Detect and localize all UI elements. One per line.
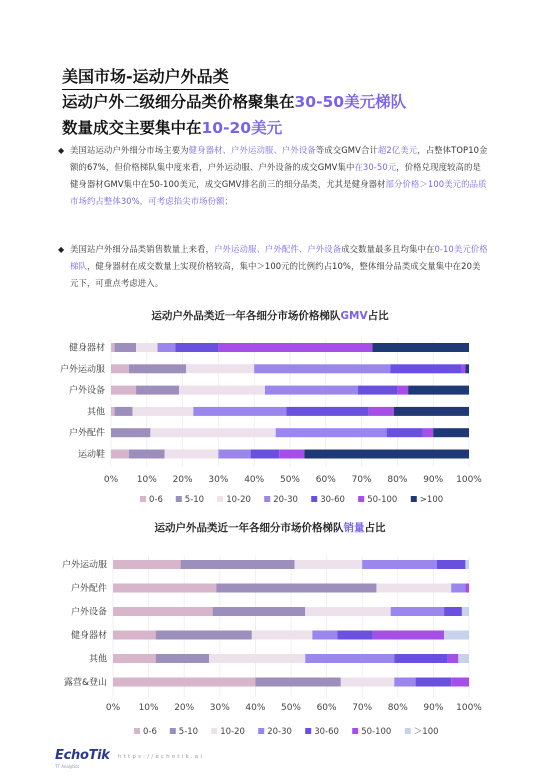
bar-segment — [422, 428, 433, 437]
bar-segment — [394, 654, 447, 663]
bar-segment — [408, 386, 469, 395]
bar-segment — [337, 631, 373, 640]
legend-swatch — [258, 728, 264, 734]
bar-segment — [433, 428, 469, 437]
legend-swatch — [140, 496, 146, 502]
legend-swatch — [264, 496, 270, 502]
bar-segment — [136, 386, 179, 395]
x-tick-label: 30% — [209, 703, 230, 713]
bar-segment — [279, 450, 304, 459]
legend-swatch — [211, 728, 217, 734]
analysis-paragraph-2 — [58, 241, 488, 292]
bar-segment — [179, 386, 265, 395]
highlighted-text: 在30-50元 — [354, 162, 397, 172]
legend-swatch — [352, 728, 358, 734]
x-tick-label: 70% — [352, 703, 373, 713]
x-tick-label: 60% — [315, 475, 336, 485]
bar-segment — [218, 450, 250, 459]
legend-label: 0-6 — [149, 495, 163, 505]
x-tick-label: 40% — [244, 475, 265, 485]
bar-segment — [111, 386, 136, 395]
category-label: 户外运动服 — [59, 364, 105, 375]
bar-segment — [458, 654, 469, 663]
bar-segment — [111, 343, 115, 352]
chart-1-title-highlight: GMV — [340, 310, 368, 322]
x-tick-label: 30% — [208, 475, 229, 485]
bar-segment — [362, 560, 437, 569]
chart-2-title-text: 运动户外品类近一年各细分市场价格梯队 — [154, 522, 344, 534]
x-tick-label: 10% — [136, 475, 157, 485]
bar-segment — [213, 607, 306, 616]
footer-url: https://echotik.ai — [118, 754, 205, 760]
x-tick-label: 70% — [351, 475, 372, 485]
gmv-stacked-bar-chart — [0, 328, 540, 528]
bar-segment — [181, 560, 295, 569]
x-tick-label: 20% — [174, 703, 195, 713]
bar-segment — [376, 584, 451, 593]
paragraph-1-body — [58, 142, 488, 210]
legend — [134, 727, 439, 737]
bar-segment — [209, 654, 305, 663]
legend-label: 50-100 — [361, 727, 392, 737]
bar-segment — [305, 654, 394, 663]
bar-segment — [391, 607, 444, 616]
category-label: 露营&登山 — [63, 678, 107, 688]
bar-segment — [373, 631, 444, 640]
category-label: 健身器材 — [68, 343, 105, 354]
category-label: 运动鞋 — [77, 450, 105, 460]
chart-1-title — [0, 308, 540, 323]
bar-segment — [437, 560, 465, 569]
bar-segment — [451, 584, 465, 593]
bar-segment — [369, 407, 394, 416]
bullet-diamond-icon: ◆ — [58, 245, 65, 254]
bar-segment — [251, 450, 280, 459]
paragraph-text: 等成交GMV合计 — [315, 145, 378, 155]
category-label: 户外设备 — [68, 386, 105, 397]
echotik-logo: EchoTik — [55, 748, 110, 763]
legend-swatch — [411, 496, 417, 502]
bar-segment — [115, 407, 133, 416]
legend-swatch — [311, 496, 317, 502]
bar-segment — [113, 607, 213, 616]
highlighted-text: 部分价格＞100美元的品质市场约占整体30%，可考虑掐尖市场份额； — [70, 179, 487, 206]
legend-label: 10-20 — [226, 495, 251, 505]
headline-1-highlight: 30-50美元梯队 — [294, 93, 407, 111]
bar-segment — [465, 560, 469, 569]
bar-segment — [305, 607, 390, 616]
highlighted-text: 0-10美元价格梯队 — [70, 244, 488, 271]
bar-segment — [216, 584, 376, 593]
bar-segment — [150, 428, 275, 437]
analysis-paragraph-1 — [58, 142, 488, 210]
bar-segment — [113, 560, 181, 569]
category-label: 户外运动服 — [61, 560, 107, 571]
legend-label: 10-20 — [220, 727, 245, 737]
highlighted-text: 超2亿美元 — [377, 145, 418, 155]
bar-segment — [165, 450, 219, 459]
bar-segment — [462, 607, 469, 616]
bar-segment — [115, 343, 136, 352]
bar-segment — [286, 407, 368, 416]
headline-1-text: 运动户外二级细分品类价格聚集在 — [62, 93, 295, 111]
paragraph-text: ，健身器材在成交数量上实现价格较高，集中＞100元的比例约占10%，整体细分品类成交量集中在20美元下，可重点考虑进入。 — [70, 261, 481, 288]
category-label: 户外设备 — [70, 607, 107, 618]
bar-segment — [113, 654, 156, 663]
bar-segment — [372, 343, 469, 352]
bar-segment — [397, 386, 408, 395]
x-tick-label: 50% — [279, 475, 301, 485]
bar-segment — [132, 407, 193, 416]
legend-label: 5-10 — [178, 727, 199, 737]
bar-segment — [156, 631, 252, 640]
bar-segment — [465, 364, 469, 373]
highlighted-text: 户外运动服、户外配件、户外设备 — [214, 244, 342, 254]
x-tick-label: 50% — [280, 703, 302, 713]
chart-1-title-suffix: 占比 — [367, 310, 389, 322]
bullet-diamond-icon: ◆ — [58, 146, 65, 155]
legend — [140, 495, 443, 505]
bar-segment — [252, 631, 313, 640]
paragraph-text: ，价格兑现度较高的是健身器材GMV集中在50-100美元，成交GMV排名前三的细分品类，尤其是健身器材 — [70, 162, 481, 189]
x-tick-label: 90% — [423, 703, 444, 713]
legend-swatch — [217, 496, 223, 502]
headline-2-text: 数量成交主要集中在 — [62, 119, 202, 137]
headline-line-2 — [62, 116, 282, 138]
bar-segment — [113, 631, 156, 640]
x-tick-label: 40% — [245, 703, 266, 713]
bar-segment — [387, 428, 423, 437]
bar-segment — [111, 428, 150, 437]
bar-segment — [111, 364, 129, 373]
legend-label: 50-100 — [367, 495, 398, 505]
bar-segment — [462, 364, 466, 373]
bar-segment — [444, 607, 462, 616]
legend-label: 30-60 — [320, 495, 345, 505]
chart-2-title-highlight: 销量 — [343, 522, 365, 534]
bar-segment — [255, 678, 340, 687]
legend-label: ＞100 — [413, 727, 439, 737]
bar-segment — [448, 654, 459, 663]
paragraph-text: 成交数量最多且均集中在 — [341, 244, 435, 254]
legend-label: >100 — [419, 495, 444, 505]
category-label: 户外配件 — [70, 584, 107, 594]
bar-segment — [416, 678, 452, 687]
x-tick-label: 10% — [138, 703, 159, 713]
bar-segment — [129, 364, 186, 373]
x-tick-label: 20% — [172, 475, 193, 485]
legend-label: 0-6 — [143, 727, 157, 737]
x-tick-label: 90% — [423, 475, 444, 485]
bar-segment — [465, 584, 469, 593]
bar-segment — [312, 631, 337, 640]
bar-segment — [304, 450, 469, 459]
headline-2-highlight: 10-20美元 — [201, 119, 283, 137]
bar-segment — [394, 407, 469, 416]
legend-swatch — [305, 728, 311, 734]
bar-segment — [451, 678, 469, 687]
bar-segment — [358, 386, 397, 395]
legend-swatch — [405, 728, 411, 734]
bar-segment — [444, 631, 469, 640]
x-tick-label: 0% — [103, 475, 119, 485]
legend-label: 5-10 — [184, 495, 205, 505]
x-tick-label: 60% — [316, 703, 337, 713]
bar-segment — [218, 343, 372, 352]
chart-2-title — [0, 520, 540, 535]
paragraph-text: ，占整体TOP10金额的67%，但价格梯队集中度来看，户外运动服、户外设备的成交GMV集中 — [70, 145, 488, 172]
bar-segment — [265, 386, 358, 395]
legend-label: 30-60 — [314, 727, 339, 737]
bar-segment — [341, 678, 394, 687]
legend-label: 20-30 — [267, 727, 292, 737]
bar-segment — [254, 364, 390, 373]
bar-segment — [111, 450, 129, 459]
bar-segment — [111, 407, 115, 416]
highlighted-text: 健身器材、户外运动服、户外设备 — [188, 145, 316, 155]
x-tick-label: 80% — [387, 475, 408, 485]
legend-swatch — [134, 728, 140, 734]
bar-segment — [156, 654, 209, 663]
bar-segment — [129, 450, 165, 459]
x-tick-label: 100% — [456, 475, 482, 485]
sales-volume-stacked-bar-chart — [0, 548, 540, 748]
headline-line-1 — [62, 90, 406, 112]
bar-segment — [193, 407, 286, 416]
x-tick-label: 80% — [387, 703, 408, 713]
legend-swatch — [176, 496, 182, 502]
bar-segment — [158, 343, 176, 352]
paragraph-text: 美国站户外细分品类销售数量上来看， — [70, 244, 215, 254]
legend-swatch — [358, 496, 364, 502]
bar-segment — [136, 343, 157, 352]
bar-segment — [175, 343, 218, 352]
category-label: 其他 — [88, 654, 107, 665]
legend-swatch — [170, 728, 176, 734]
chart-2-title-suffix: 占比 — [364, 522, 386, 534]
legend-label: 20-30 — [273, 495, 298, 505]
chart-1-title-text: 运动户外品类近一年各细分市场价格梯队 — [151, 310, 341, 322]
bar-segment — [113, 678, 255, 687]
category-label: 健身器材 — [70, 631, 107, 641]
category-label: 户外配件 — [68, 428, 105, 439]
x-tick-label: 0% — [105, 703, 121, 713]
logo-subtitle: TT Analytics — [55, 764, 80, 769]
paragraph-2-body — [58, 241, 488, 292]
category-label: 其他 — [86, 407, 105, 418]
paragraph-text: 美国站运动户外细分市场主要为 — [70, 145, 189, 155]
bar-segment — [113, 584, 216, 593]
bar-segment — [295, 560, 363, 569]
page-section-title: 美国市场-运动户外品类 — [62, 64, 229, 87]
bar-segment — [186, 364, 254, 373]
x-tick-label: 100% — [456, 703, 482, 713]
bar-segment — [390, 364, 462, 373]
bar-segment — [394, 678, 415, 687]
bar-segment — [276, 428, 387, 437]
